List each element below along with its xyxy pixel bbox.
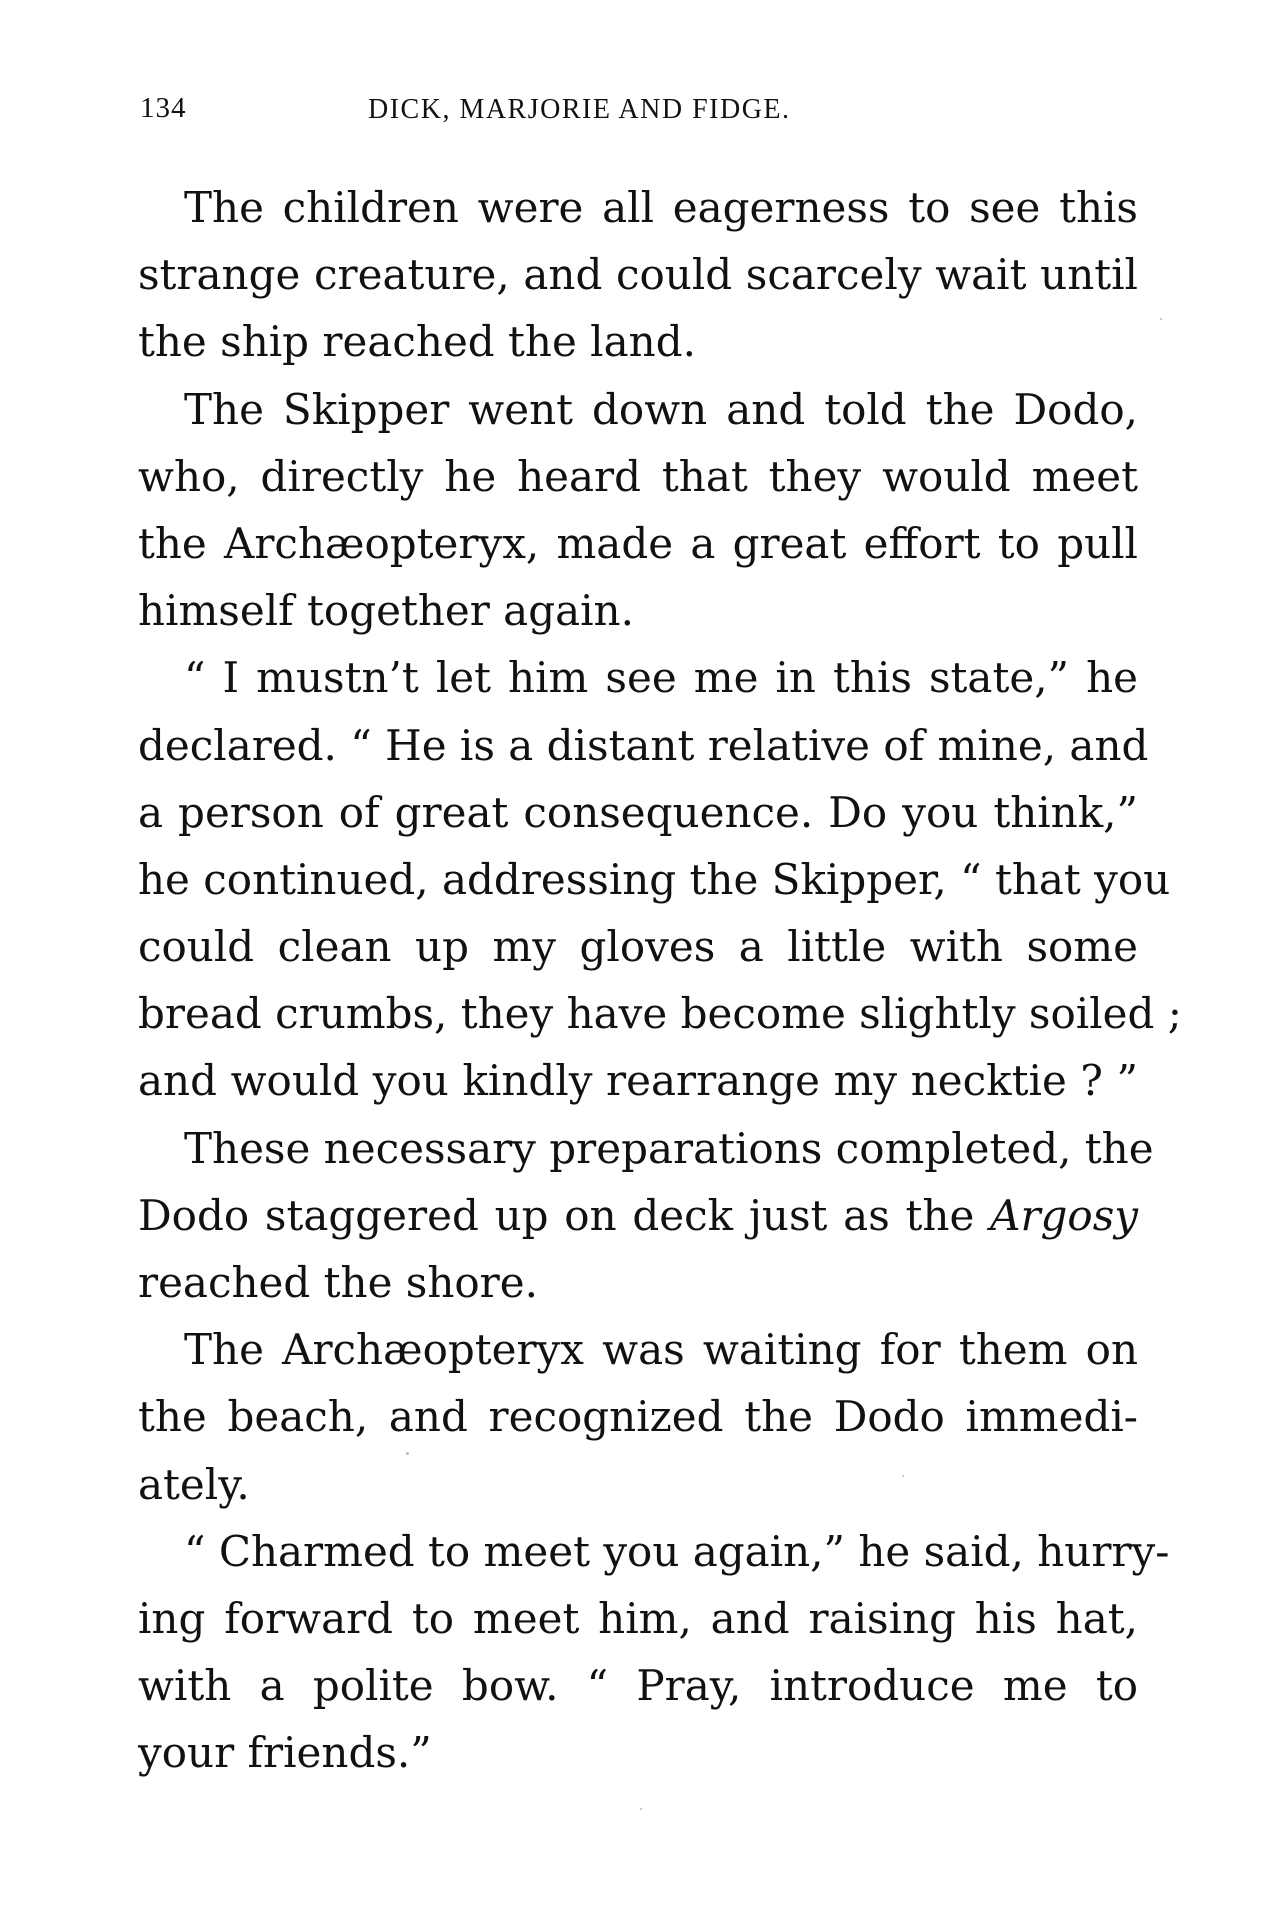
text-line: The Archæopteryx was waiting for them on bbox=[184, 1325, 1138, 1375]
paragraph bbox=[138, 1518, 1170, 1787]
text-line: with a polite bow. “ Pray, introduce me to bbox=[138, 1661, 1138, 1711]
text-line: bread crumbs, they have become slightly soiled ; bbox=[138, 989, 1182, 1039]
text-line: the ship reached the land. bbox=[138, 317, 696, 367]
paragraph bbox=[138, 174, 1138, 376]
paragraph bbox=[138, 376, 1138, 645]
text-line: declared. “ He is a distant relative of mine, and bbox=[138, 720, 1149, 770]
paper-speck bbox=[1160, 318, 1162, 320]
text-line: your friends.” bbox=[138, 1728, 432, 1778]
text-line: reached the shore. bbox=[138, 1258, 538, 1307]
ship-name: Argosy bbox=[990, 1190, 1138, 1240]
text-line: Dodo staggered up on deck just as the Argosy bbox=[138, 1190, 1138, 1240]
paragraph bbox=[138, 1316, 1138, 1518]
text-line: himself together again. bbox=[138, 586, 634, 636]
text-line: the Archæopteryx, made a great effort to pull bbox=[138, 518, 1138, 568]
text-line: These necessary preparations completed, the bbox=[184, 1123, 1154, 1173]
text-line: The Skipper went down and told the Dodo, bbox=[184, 384, 1138, 434]
paragraph bbox=[138, 644, 1182, 1114]
text-line: “ Charmed to meet you again,” he said, hurry- bbox=[184, 1526, 1170, 1576]
paper-speck bbox=[406, 1452, 409, 1455]
text-line: he continued, addressing the Skipper, “ that you bbox=[138, 854, 1171, 904]
running-header bbox=[138, 92, 1138, 132]
running-title: DICK, MARJORIE AND FIDGE. bbox=[368, 94, 791, 125]
text-line: the beach, and recognized the Dodo immedi- bbox=[138, 1392, 1138, 1442]
text-line: a person of great consequence. Do you think,” bbox=[138, 787, 1138, 837]
text-line: who, directly he heard that they would meet bbox=[138, 451, 1138, 501]
paper-speck bbox=[902, 1475, 904, 1477]
body-text bbox=[138, 174, 1182, 1787]
text-line: ately. bbox=[138, 1459, 250, 1509]
paragraph bbox=[138, 1115, 1154, 1317]
text-line: ing forward to meet him, and raising his hat, bbox=[138, 1593, 1138, 1643]
text-line: strange creature, and could scarcely wait until bbox=[138, 250, 1138, 300]
paper-speck bbox=[640, 1808, 642, 1810]
text-line: and would you kindly rearrange my necktie ? ” bbox=[138, 1056, 1138, 1106]
text-line: could clean up my gloves a little with some bbox=[138, 922, 1138, 972]
page-number: 134 bbox=[140, 92, 187, 124]
text-line: “ I mustn’t let him see me in this state,” he bbox=[184, 653, 1138, 703]
text-line: The children were all eagerness to see this bbox=[184, 183, 1138, 232]
